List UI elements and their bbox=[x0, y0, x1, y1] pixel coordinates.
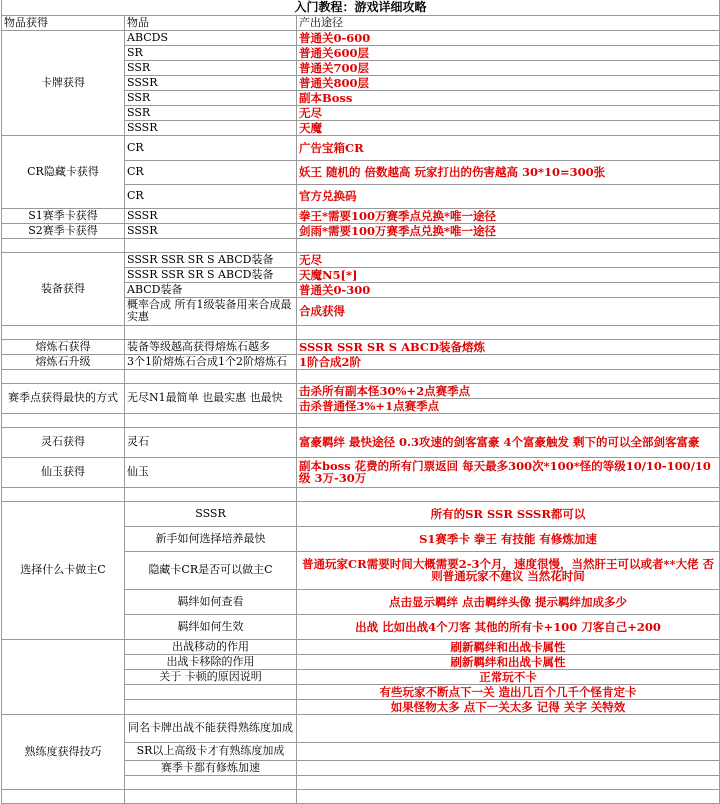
faq-answer: 刷新羁绊和出战卡属性 bbox=[297, 639, 720, 654]
skill-section-label: 熟练度获得技巧 bbox=[2, 714, 125, 789]
blank-cell bbox=[297, 325, 720, 339]
blank-cell bbox=[2, 369, 125, 383]
blank-cell bbox=[297, 238, 720, 252]
equip-source: 无尽 bbox=[297, 252, 720, 267]
page-title: 入门教程：游戏详细攻略 bbox=[2, 0, 720, 15]
cr-item: CR bbox=[125, 184, 297, 208]
cr-source: 妖王 随机的 倍数越高 玩家打出的伤害越高 30*10=300张 bbox=[297, 160, 720, 184]
equip-item: 概率合成 所有1级装备用来合成最实惠 bbox=[125, 297, 297, 325]
s2-section-label: S2赛季卡获得 bbox=[2, 223, 125, 238]
blank-cell bbox=[125, 238, 297, 252]
s1-item: SSSR bbox=[125, 208, 297, 223]
smelt-source: SSSR SSR SR S ABCD装备熔炼 bbox=[297, 339, 720, 354]
s2-item: SSSR bbox=[125, 223, 297, 238]
season-source: 击杀所有副本怪30%+2点赛季点 bbox=[297, 383, 720, 398]
blank-cell bbox=[297, 742, 720, 760]
card-item: ABCDS bbox=[125, 30, 297, 45]
card-item: SSSR bbox=[125, 75, 297, 90]
blank-cell bbox=[297, 760, 720, 775]
card-source: 普通关800层 bbox=[297, 75, 720, 90]
cr-item: CR bbox=[125, 135, 297, 160]
faq-answer: 刷新羁绊和出战卡属性 bbox=[297, 654, 720, 669]
card-source: 普通关600层 bbox=[297, 45, 720, 60]
blank-cell bbox=[125, 325, 297, 339]
faq-answer: S1赛季卡 拳王 有技能 有修炼加速 bbox=[297, 526, 720, 551]
equip-item: ABCD装备 bbox=[125, 282, 297, 297]
s1-source: 拳王*需要100万赛季点兑换*唯一途径 bbox=[297, 208, 720, 223]
card-source: 无尽 bbox=[297, 105, 720, 120]
faq-question bbox=[125, 699, 297, 714]
faq-answer: 如果怪物太多 点下一关太多 记得 关字 关特效 bbox=[297, 699, 720, 714]
xianyu-item: 仙玉 bbox=[125, 457, 297, 487]
blank-cell bbox=[297, 487, 720, 501]
card-item: SSSR bbox=[125, 120, 297, 135]
blank-cell bbox=[2, 487, 125, 501]
faq-answer: 正常玩不卡 bbox=[297, 669, 720, 684]
equip-item: SSSR SSR SR S ABCD装备 bbox=[125, 252, 297, 267]
smeltup-item: 3个1阶熔炼石合成1个2阶熔炼石 bbox=[125, 354, 297, 369]
skill-tip: 赛季卡都有修炼加速 bbox=[125, 760, 297, 775]
cr-source: 广告宝箱CR bbox=[297, 135, 720, 160]
faq-question: 羁绊如何生效 bbox=[125, 614, 297, 639]
season-section-label: 赛季点获得最快的方式 bbox=[2, 383, 125, 413]
faq-question bbox=[125, 684, 297, 699]
equip-source: 普通关0-300 bbox=[297, 282, 720, 297]
card-source: 普通关0-600 bbox=[297, 30, 720, 45]
xianyu-section-label: 仙玉获得 bbox=[2, 457, 125, 487]
faq-question: 新手如何选择培养最快 bbox=[125, 526, 297, 551]
card-section-label: 卡牌获得 bbox=[2, 30, 125, 135]
faq-answer: 所有的SR SSR SSSR都可以 bbox=[297, 501, 720, 526]
faq-answer: 出战 比如出战4个刀客 其他的所有卡+100 刀客自己+200 bbox=[297, 614, 720, 639]
faq-answer: 点击显示羁绊 点击羁绊头像 提示羁绊加成多少 bbox=[297, 589, 720, 614]
lingshi-section-label: 灵石获得 bbox=[2, 427, 125, 457]
cr-section-label: CR隐藏卡获得 bbox=[2, 135, 125, 208]
blank-cell bbox=[125, 775, 297, 789]
smeltup-section-label: 熔炼石升级 bbox=[2, 354, 125, 369]
guide-table bbox=[1, 0, 720, 804]
lingshi-source: 富豪羁绊 最快途径 0.3攻速的剑客富豪 4个富豪触发 剩下的可以全部剑客富豪 bbox=[297, 427, 720, 457]
blank-cell bbox=[297, 775, 720, 789]
faq-question: 出战移动的作用 bbox=[125, 639, 297, 654]
skill-tip: SR以上高级卡才有熟练度加成 bbox=[125, 742, 297, 760]
header-item: 物品 bbox=[125, 15, 297, 30]
faq-answer: 普通玩家CR需要时间大概需要2-3个月，速度很慢，当然肝王可以或者**大佬 否则普通玩家不建议 当然花时间 bbox=[297, 551, 720, 589]
blank-cell bbox=[125, 487, 297, 501]
equip-item: SSSR SSR SR S ABCD装备 bbox=[125, 267, 297, 282]
equip-source: 天魔N5[*] bbox=[297, 267, 720, 282]
season-item: 无尽N1最简单 也最实惠 也最快 bbox=[125, 383, 297, 413]
blank-cell bbox=[297, 413, 720, 427]
card-item: SSR bbox=[125, 60, 297, 75]
blank-cell bbox=[125, 413, 297, 427]
cr-source: 官方兑换码 bbox=[297, 184, 720, 208]
s2-source: 剑雨*需要100万赛季点兑换*唯一途径 bbox=[297, 223, 720, 238]
lingshi-item: 灵石 bbox=[125, 427, 297, 457]
season-source: 击杀普通怪3%+1点赛季点 bbox=[297, 398, 720, 413]
blank-cell bbox=[125, 369, 297, 383]
header-source: 产出途径 bbox=[297, 15, 720, 30]
blank-cell bbox=[2, 325, 125, 339]
faq-question: SSSR bbox=[125, 501, 297, 526]
xianyu-source: 副本boss 花费的所有门票返回 每天最多300次*100*怪的等级10/10-100/10级 3万-30万 bbox=[297, 457, 720, 487]
smelt-section-label: 熔炼石获得 bbox=[2, 339, 125, 354]
card-item: SSR bbox=[125, 105, 297, 120]
smelt-item: 装备等级越高获得熔炼石越多 bbox=[125, 339, 297, 354]
faq-answer: 有些玩家不断点下一关 造出几百个几千个怪肯定卡 bbox=[297, 684, 720, 699]
faq-question: 羁绊如何查看 bbox=[125, 589, 297, 614]
header-category: 物品获得 bbox=[2, 15, 125, 30]
blank-cell bbox=[2, 238, 125, 252]
smeltup-source: 1阶合成2阶 bbox=[297, 354, 720, 369]
equip-section-label: 装备获得 bbox=[2, 252, 125, 325]
choose-section-label: 选择什么卡做主C bbox=[2, 501, 125, 639]
card-item: SSR bbox=[125, 90, 297, 105]
skill-tip: 同名卡牌出战不能获得熟练度加成 bbox=[125, 714, 297, 742]
s1-section-label: S1赛季卡获得 bbox=[2, 208, 125, 223]
card-source: 普通关700层 bbox=[297, 60, 720, 75]
blank-cell bbox=[2, 639, 125, 714]
blank-cell bbox=[297, 714, 720, 742]
equip-source: 合成获得 bbox=[297, 297, 720, 325]
blank-cell bbox=[2, 413, 125, 427]
faq-question: 关于 卡顿的原因说明 bbox=[125, 669, 297, 684]
card-source: 副本Boss bbox=[297, 90, 720, 105]
faq-question: 隐藏卡CR是否可以做主C bbox=[125, 551, 297, 589]
cr-item: CR bbox=[125, 160, 297, 184]
faq-question: 出战卡移除的作用 bbox=[125, 654, 297, 669]
blank-cell bbox=[297, 369, 720, 383]
card-item: SR bbox=[125, 45, 297, 60]
card-source: 天魔 bbox=[297, 120, 720, 135]
